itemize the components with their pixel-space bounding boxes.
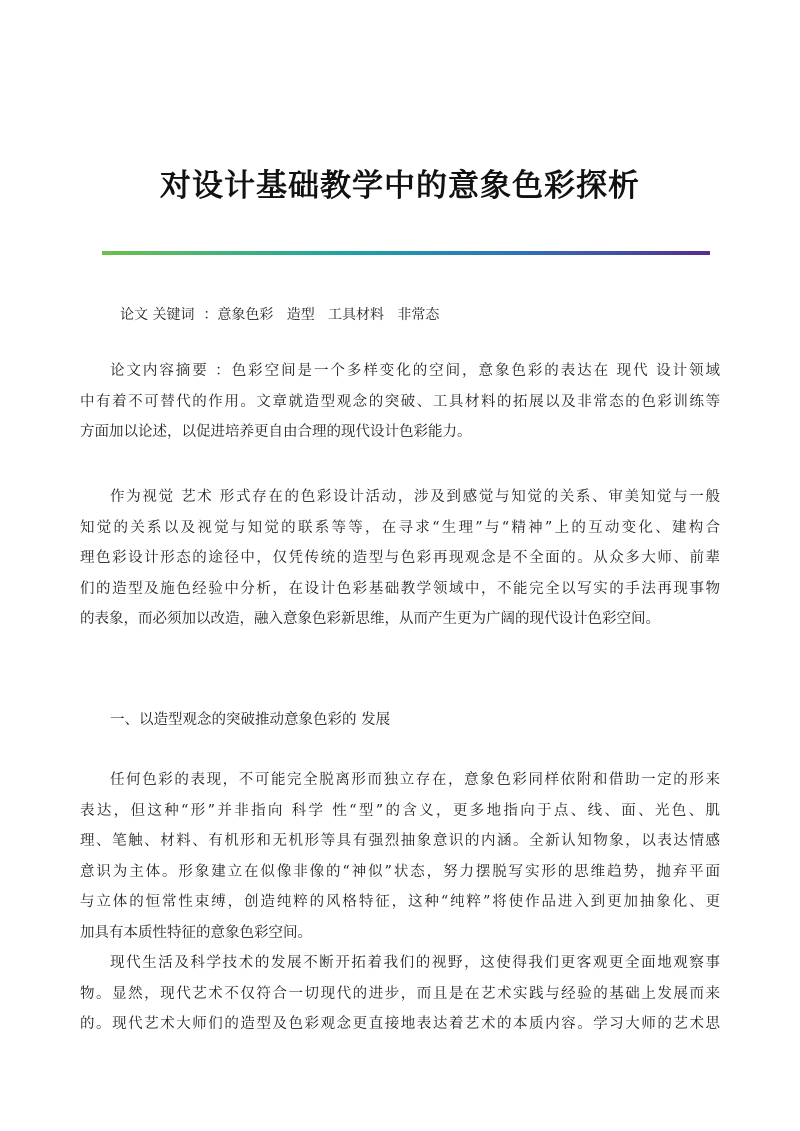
paragraph-line: 加具有本质性特征的意象色彩空间。 (80, 924, 312, 941)
intro-line: 理色彩设计形态的途径中，仅凭传统的造型与色彩再现观念是不全面的。从众多大师、前辈 (80, 550, 720, 566)
paragraph-line: 意识为主体。形象建立在似像非像的“神似”状态，努力摆脱写实形的思维趋势，抛弃平面 (80, 863, 720, 880)
paragraph-line: 表达，但这种“形”并非指向 科学 性“型”的含义，更多地指向于点、线、面、光色、肌 (80, 802, 720, 819)
title-divider (102, 251, 710, 255)
abstract-line: 方面加以论述，以促进培养更自由合理的现代设计色彩能力。 (80, 424, 472, 440)
intro-line: 知觉的关系以及视觉与知觉的联系等等，在寻求“生理”与“精神”上的互动变化、建构合 (80, 519, 720, 536)
section-paragraph-1 (80, 765, 720, 1040)
abstract-line: 论文内容摘要 ：色彩空间是一个多样变化的空间，意象色彩的表达在 现代 设计领域 (110, 363, 720, 379)
paragraph-line: 任何色彩的表现，不可能完全脱离形而独立存在，意象色彩同样依附和借助一定的形来 (110, 772, 720, 788)
paragraph-line: 理、笔触、材料、有机形和无机形等具有强烈抽象意识的内涵。全新认知物象，以表达情感 (80, 833, 720, 849)
intro-line: 的表象，而必须加以改造，融入意象色彩新思维，从而产生更为广阔的现代设计色彩空间。 (80, 611, 660, 627)
abstract-line: 中有着不可替代的作用。文章就造型观念的突破、工具材料的拓展以及非常态的色彩训练等 (80, 393, 720, 410)
intro-line: 作为视觉 艺术 形式存在的色彩设计活动，涉及到感觉与知觉的关系、审美知觉与一般 (110, 489, 720, 505)
intro-line: 们的造型及施色经验中分析，在设计色彩基础教学领域中，不能完全以写实的手法再现事物 (80, 580, 720, 597)
intro-paragraph (80, 482, 720, 635)
paragraph-line: 的。现代艺术大师们的造型及色彩观念更直接地表达着艺术的本质内容。学习大师的艺术思 (80, 1016, 720, 1032)
section-heading: 一、以造型观念的突破推动意象色彩的 发展 (110, 712, 391, 728)
document-title: 对设计基础教学中的意象色彩探析 (160, 168, 640, 204)
keywords-line: 论文 关键词 ：意象色彩 造型 工具材料 非常态 (120, 307, 440, 323)
paragraph-line: 与立体的恒常性束缚，创造纯粹的风格特征，这种“纯粹”将使作品进入到更加抽象化、更 (80, 894, 720, 910)
paragraph-line: 现代生活及科学技术的发展不断开拓着我们的视野，这使得我们更客观更全面地观察事 (110, 955, 720, 971)
paragraph-line: 物。显然，现代艺术不仅符合一切现代的进步，而且是在艺术实践与经验的基础上发展而来 (80, 985, 720, 1002)
abstract-paragraph (80, 356, 720, 448)
